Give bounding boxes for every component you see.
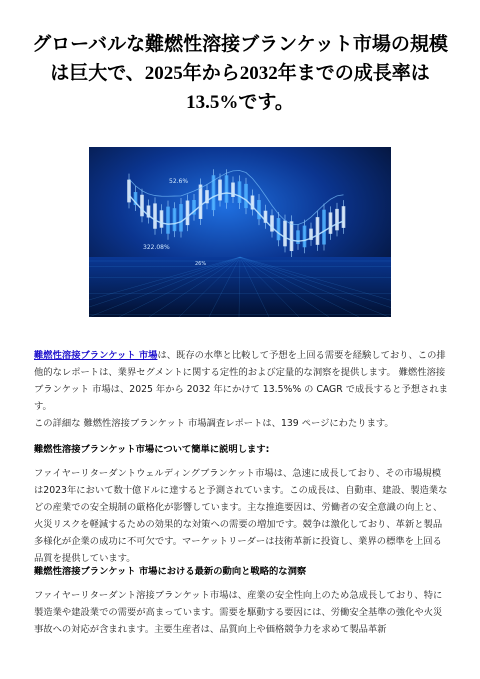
intro-paragraph xyxy=(34,347,448,415)
hero-candle xyxy=(277,218,281,240)
hero-candle xyxy=(160,210,164,227)
hero-candle xyxy=(335,209,339,230)
market-link[interactable]: 難燃性溶接ブランケット 市場 xyxy=(34,350,158,361)
hero-candle xyxy=(257,200,261,219)
hero-candle xyxy=(322,210,326,245)
hero-candle xyxy=(186,201,190,226)
hero-candle xyxy=(173,208,177,231)
hero-candle xyxy=(166,207,170,234)
page-title: グローバルな難燃性溶接ブランケット市場の規模は巨大で、2025年から2032年までの成長率は13.5%です。 xyxy=(32,34,448,113)
section-heading-overview: 難燃性溶接ブランケット市場について簡単に説明します: xyxy=(34,444,270,455)
hero-candle xyxy=(329,212,333,233)
hero-candle xyxy=(179,204,183,231)
pages-note: この詳細な 難燃性溶接ブランケット 市場調査レポートは、139 ページにわたります。 xyxy=(34,418,394,429)
hero-candle xyxy=(283,221,287,247)
hero-candle xyxy=(296,230,300,244)
hero-candle xyxy=(199,185,203,219)
section-paragraph-trends: ファイヤーリターダント溶接ブランケット市場は、産業の安全性向上のため急成長しており、特に製造業や建設業での需要が高まっています。需要を駆動する要因には、労働安全基準の強化や火災事故への対応が含まれます。主要生産者は、品質向上や価格競争力を求めて製品革新 xyxy=(34,590,443,635)
hero-label-2: 322.08% xyxy=(143,244,170,251)
section-paragraph-overview: ファイヤーリターダントウェルディングブランケット市場は、急速に成長しており、その市場規模は2023年において数十億ドルに達すると予測されています。この成長は、自動車、建設、製造業などの産業での安全規制の厳格化が影響しています。主な推進要因は、労働者の安全意識の向上と、火災リスクを軽減するための効果的な対策への需要の増加です。競争は激化しており、革新と製品多様化が企業の成功に不可欠です。マーケットリーダーは技術革新に投資し、業界の標準を上回る品質を提供しています。 xyxy=(34,468,448,564)
intro-text: は、既存の水準と比較して予想を上回る需要を経験しており、この排他的なレポートは、業界セグメントに関する定性的および定量的な洞察を提供します。 難燃性溶接ブランケット 市場は、2025 年から 2032 年にかけて 13.5%% の CAGR で成長すると予想されます。 xyxy=(34,350,448,412)
hero-candle xyxy=(316,217,320,245)
section-heading-trends: 難燃性溶接ブランケット 市場における最新の動向と戦略的な洞察 xyxy=(34,566,307,577)
hero-candle xyxy=(218,180,222,201)
hero-candle xyxy=(140,195,144,217)
hero-candle xyxy=(153,203,157,228)
hero-candle xyxy=(238,181,242,203)
hero-candle xyxy=(342,206,346,228)
hero-candle xyxy=(127,180,131,203)
hero-candle xyxy=(225,175,229,202)
hero-label-3: 26% xyxy=(195,261,207,267)
hero-label-1: 52.6% xyxy=(169,178,189,185)
hero-stock-chart-image xyxy=(89,147,391,317)
hero-candle xyxy=(244,184,248,208)
hero-candle xyxy=(290,221,294,251)
hero-candle xyxy=(303,226,307,248)
